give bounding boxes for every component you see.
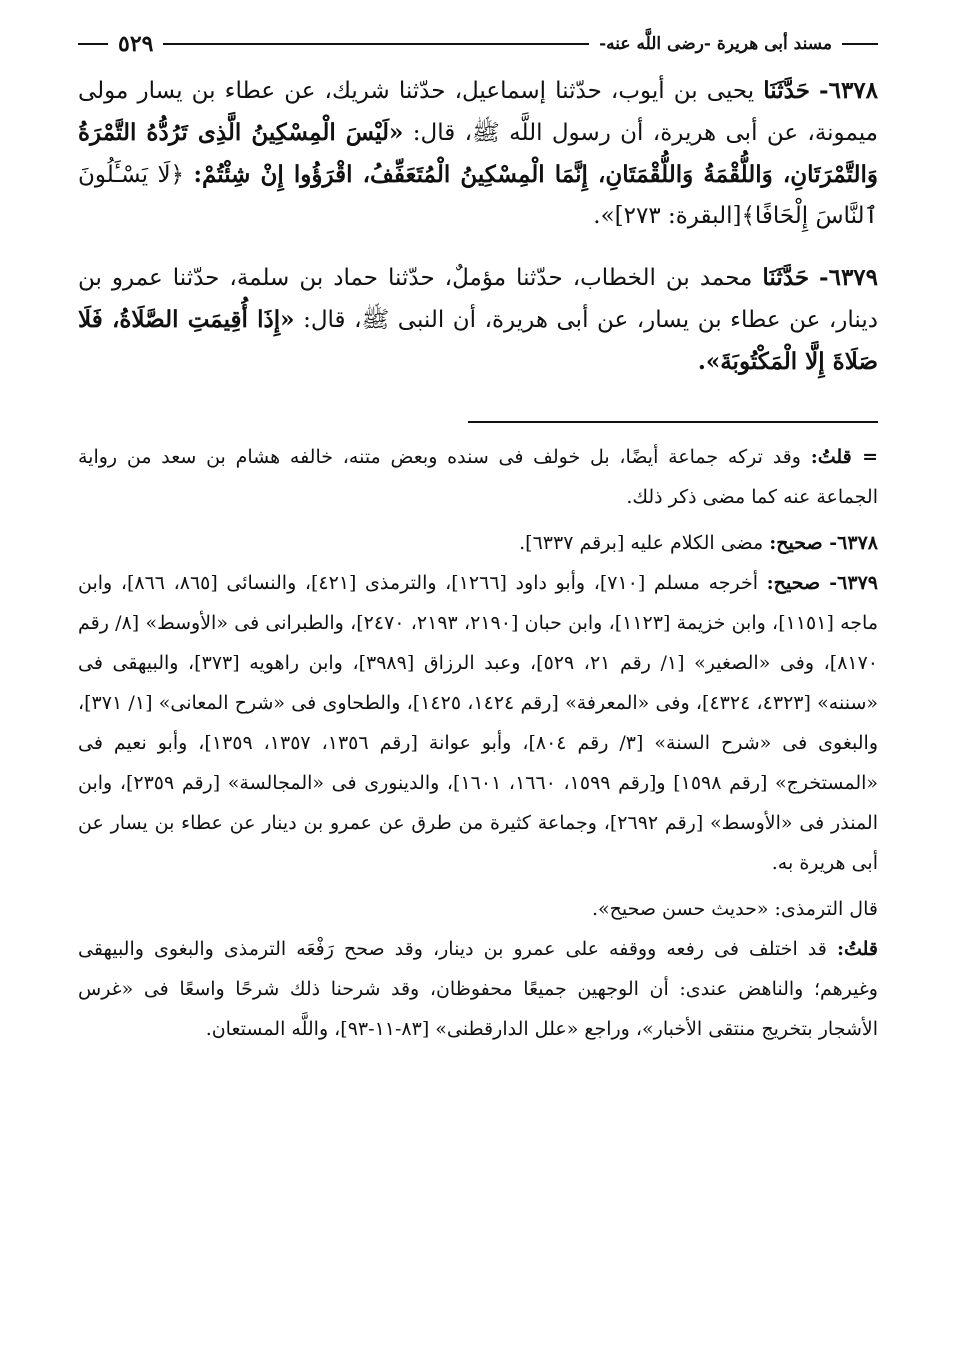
hadith-opening: حَدَّثَنَا [762, 264, 810, 291]
note-label: قلتُ: [836, 938, 878, 960]
note-text: أخرجه مسلم [٧١٠]، وأبو داود [١٢٦٦]، والترمذى [٤٢١]، والنسائى [٨٦٥، ٨٦٦]، وابن ماجه [١١٥١]، وابن خزيمة [١١٢٣]، وابن حبان [٢١٩٠، ٢١٩٣، ٢٤٧٠]، والطبرانى فى «الأوسط» [٨/ رقم ٨١٧٠]، وفى «الصغير» [١/ رقم ٢١، ٥٢٩]، وعبد الرزاق [٣٩٨٩]، وابن راهويه [٣٧٣]، والبيهقى فى «سننه» [٤٣٢٣، ٤٣٢٤]، وفى «المعرفة» [رقم ١٤٢٤، ١٤٢٥]، والطحاوى فى «شرح المعانى» [١/ ٣٧١]، والبغوى فى «شرح السنة» [٣/ رقم ٨٠٤]، وأبو عوانة [رقم ١٣٥٦، ١٣٥٧، ١٣٥٩]، وأبو نعيم فى «المستخرج» [رقم ١٥٩٨] و[رقم ١٥٩٩، ١٦٦٠، ١٦٠١]، والدينورى فى «المجالسة» [رقم ٢٣٥٩]، وابن المنذر فى «الأوسط» [رقم ٢٦٩٢]، وجماعة كثيرة من طرق عن عمرو بن دينار عن عطاء بن يسار عن أبى هريرة به. [78, 572, 879, 874]
header-dash-end [78, 43, 108, 45]
footnote-continuation [78, 437, 878, 517]
footnotes [78, 437, 878, 1049]
header-rule [163, 43, 589, 45]
hadith-number: ٦٣٧٨- [819, 77, 879, 104]
page-header [78, 28, 878, 60]
hadith-number: ٦٣٧٩- [819, 264, 879, 291]
quran-reference: [البقرة: ٢٧٣]». [593, 203, 742, 229]
page-number: ٥٢٩ [118, 31, 154, 57]
footnote-separator [468, 421, 878, 423]
note-text: مضى الكلام عليه [برقم ٦٣٣٧]. [519, 532, 764, 554]
note-label: = قلتُ: [810, 446, 878, 468]
hadith-isnad: محمد بن الخطاب، حدّثنا مؤملٌ، حدّثنا حماد بن سلمة، حدّثنا عمرو بن دينار، عن عطاء بن يسار، عن أبى هريرة، أن النبى ﷺ، قال: [78, 265, 878, 333]
hadith-matn: «إِذَا أُقِيمَتِ الصَّلَاةُ، فَلَا صَلَاةَ إِلَّا الْمَكْتُوبَةَ». [78, 306, 878, 375]
hadith-6379 [78, 257, 878, 383]
footnote-6379 [78, 563, 878, 883]
hadith-isnad: يحيى بن أيوب، حدّثنا إسماعيل، حدّثنا شريك، عن عطاء بن يسار مولى ميمونة، عن أبى هريرة، أن رسول اللَّه ﷺ، قال: [78, 78, 878, 146]
note-label: ٦٣٧٩- صحيح: [766, 572, 878, 594]
quran-ayah: ﴿لَا يَسْـَٔلُونَ ٱلنَّاسَ إِلْحَافًا﴾ [78, 162, 878, 229]
hadith-opening: حَدَّثَنَا [763, 77, 810, 104]
hadith-6378 [78, 70, 878, 237]
footnote-6378 [78, 523, 878, 563]
tirmidhi-verdict: قال الترمذى: «حديث حسن صحيح». [591, 898, 878, 920]
footnote-final [78, 929, 878, 1049]
note-text: وقد تركه جماعة أيضًا، بل خولف فى سنده وبعض متنه، خالفه هشام بن سعد من رواية الجماعة عنه كما مضى ذكر ذلك. [78, 446, 878, 508]
running-title: مسند أبى هريرة -رضى اللَّه عنه- [599, 34, 832, 54]
note-text: قد اختلف فى رفعه ووقفه على عمرو بن دينار، وقد صحح رَفْعَه الترمذى والبغوى والبيهقى وغيرهم؛ والناهض عندى: أن الوجهين جميعًا محفوظان، وقد شرحنا ذلك شرحًا واسعًا فى «غرس الأشجار بتخريج منتقى الأخبار»، وراجع «علل الدارقطنى» [٨٣-١١-٩٣]، واللَّه المستعان. [78, 938, 878, 1040]
hadith-matn: «لَيْسَ الْمِسْكِينُ الَّذِى تَرُدُّهُ التَّمْرَةُ وَالتَّمْرَتَانِ، وَاللُّقْمَةُ وَاللُّقْمَتَانِ، إِنَّمَا الْمِسْكِينُ الْمُتَعَفِّفُ، اقْرَؤُوا إِنْ شِئْتُمْ: [78, 119, 879, 188]
header-dash [842, 43, 878, 45]
note-label: ٦٣٧٨- صحيح: [769, 532, 878, 554]
